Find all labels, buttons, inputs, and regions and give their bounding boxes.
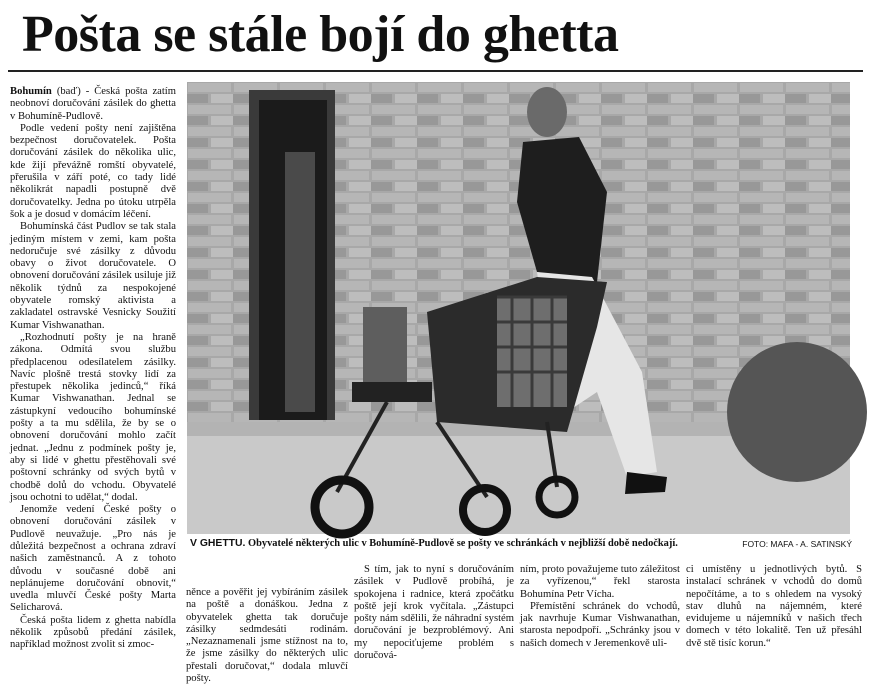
paragraph: ci umístěny u jednotlivých bytů. S instalací schránek v vchodů do domů nepočítáme, a to s ohledem na vysoký stav dluhů na nájemném, které evidujeme u nájemníků v našich třech domech v této lokalitě. Ten už přesáhl dvě stě tisíc korun.“ [686, 564, 862, 649]
paragraph: ním, proto považujeme tuto záležitost za vyřízenou,“ řekl starosta Bohumína Petr Vícha. [520, 564, 680, 600]
paragraph: Česká pošta lidem z ghetta nabídla několik způsobů předání zásilek, například možnost zvolit si zmoc- [10, 614, 176, 651]
article-column-1 [10, 86, 176, 658]
article-column-5 [686, 564, 862, 661]
headline: Pošta se stále bojí do ghetta [22, 6, 619, 63]
article-column-4 [520, 564, 680, 661]
photo-credit: FOTO: MAFA - A. SATINSKÝ [742, 539, 852, 549]
paragraph: Podle vedení pošty není zajištěna bezpečnost doručovatelek. Pošta doručování zásilek do několika ulic, kde žijí převážně romští obyvatelé, přerušila v září poté, co tady lidé několikrát napadli postupně dvě doručovatelky. Jedna po útoku utrpěla šok a je dosud v domácím léčení. [10, 122, 176, 220]
article-column-3 [354, 564, 514, 661]
article-column-2 [186, 587, 348, 685]
photo-caption [190, 538, 852, 550]
paragraph: Přemístění schránek do vchodů, jak navrhuje Kumar Vishwanathan, starosta nepodpoří. „Schránky jsou v našich domech v Jeremenkově uli- [520, 600, 680, 649]
paragraph: S tím, jak to nyní s doručováním zásilek v Pudlově probíhá, je spokojena i radnice, která zpočátku poště její krok vyčítala. „Zástupci pošty nám sdělili, že náhradní systém doručování je bezproblémový. Ani my nepociťujeme problém s doručová- [354, 564, 514, 662]
paragraph: „Rozhodnutí pošty je na hraně zákona. Odmítá svou službu předplacenou odesílatelem zásilky. Navíc plošně trestá stovky lidí za přestupek několika jedinců,“ říká Kumar Vishwanathan. Jednal se zástupkyní vedoucího bohumínské pošty a ta mu sdělila, že by se o obnovení doručování mohlo začít jednat. „Jednu z podmínek pošty je, aby si lidé v ghettu přestěhovali své poštovní schránky od svých bytů v chodbě dolů do vchodu. Obyvatelé jsou ochotni to udělat,“ dodal. [10, 331, 176, 503]
lead-paragraph: Bohumín (baď) - Česká pošta zatím neobnoví doručování zásilek do ghetta v Bohumíně-Pudlově. [10, 86, 176, 122]
headline-rule [8, 70, 863, 72]
paragraph: Bohumínská část Pudlov se tak stala jediným místem v zemi, kam pošta nedoručuje své zásilky z důvodu obavy o život doručovatele. O obnovení doručování zásilek usiluje již několik týdnů za nespokojené obyvatele romský aktivista a zakladatel ostravské Vesnicky Soužití Kumar Vishwanathan. [10, 221, 176, 331]
dateline: Bohumín [10, 86, 52, 97]
caption-text: Obyvatelé některých ulic v Bohumíně-Pudlově se pošty ve schránkách v nejbližší době nedočkají. [248, 538, 678, 549]
paragraph: něnce a pověřit jej vybíráním zásilek na poště a donáškou. Jedna z obyvatelek ghetta tak doručuje zásilky sedmdesáti rodinám. „Nezaznamenali jsme stížnost na to, že jsme zásilky do některých ulic přestali doručovat,“ dodala mluvčí pošty. [186, 587, 348, 685]
caption-lead: V GHETTU. [190, 538, 246, 549]
paragraph: Jenomže vedení České pošty o obnovení doručování zásilek v Pudlově neuvažuje. „Pro nás je důležitá bezpečnost a ochrana zdraví našich zaměstnanců. A z tohoto důvodu v současné době ani neplánujeme doručování obnovit,“ uvedla mluvčí České pošty Marta Selicharová. [10, 504, 176, 614]
article-photo [187, 82, 850, 534]
